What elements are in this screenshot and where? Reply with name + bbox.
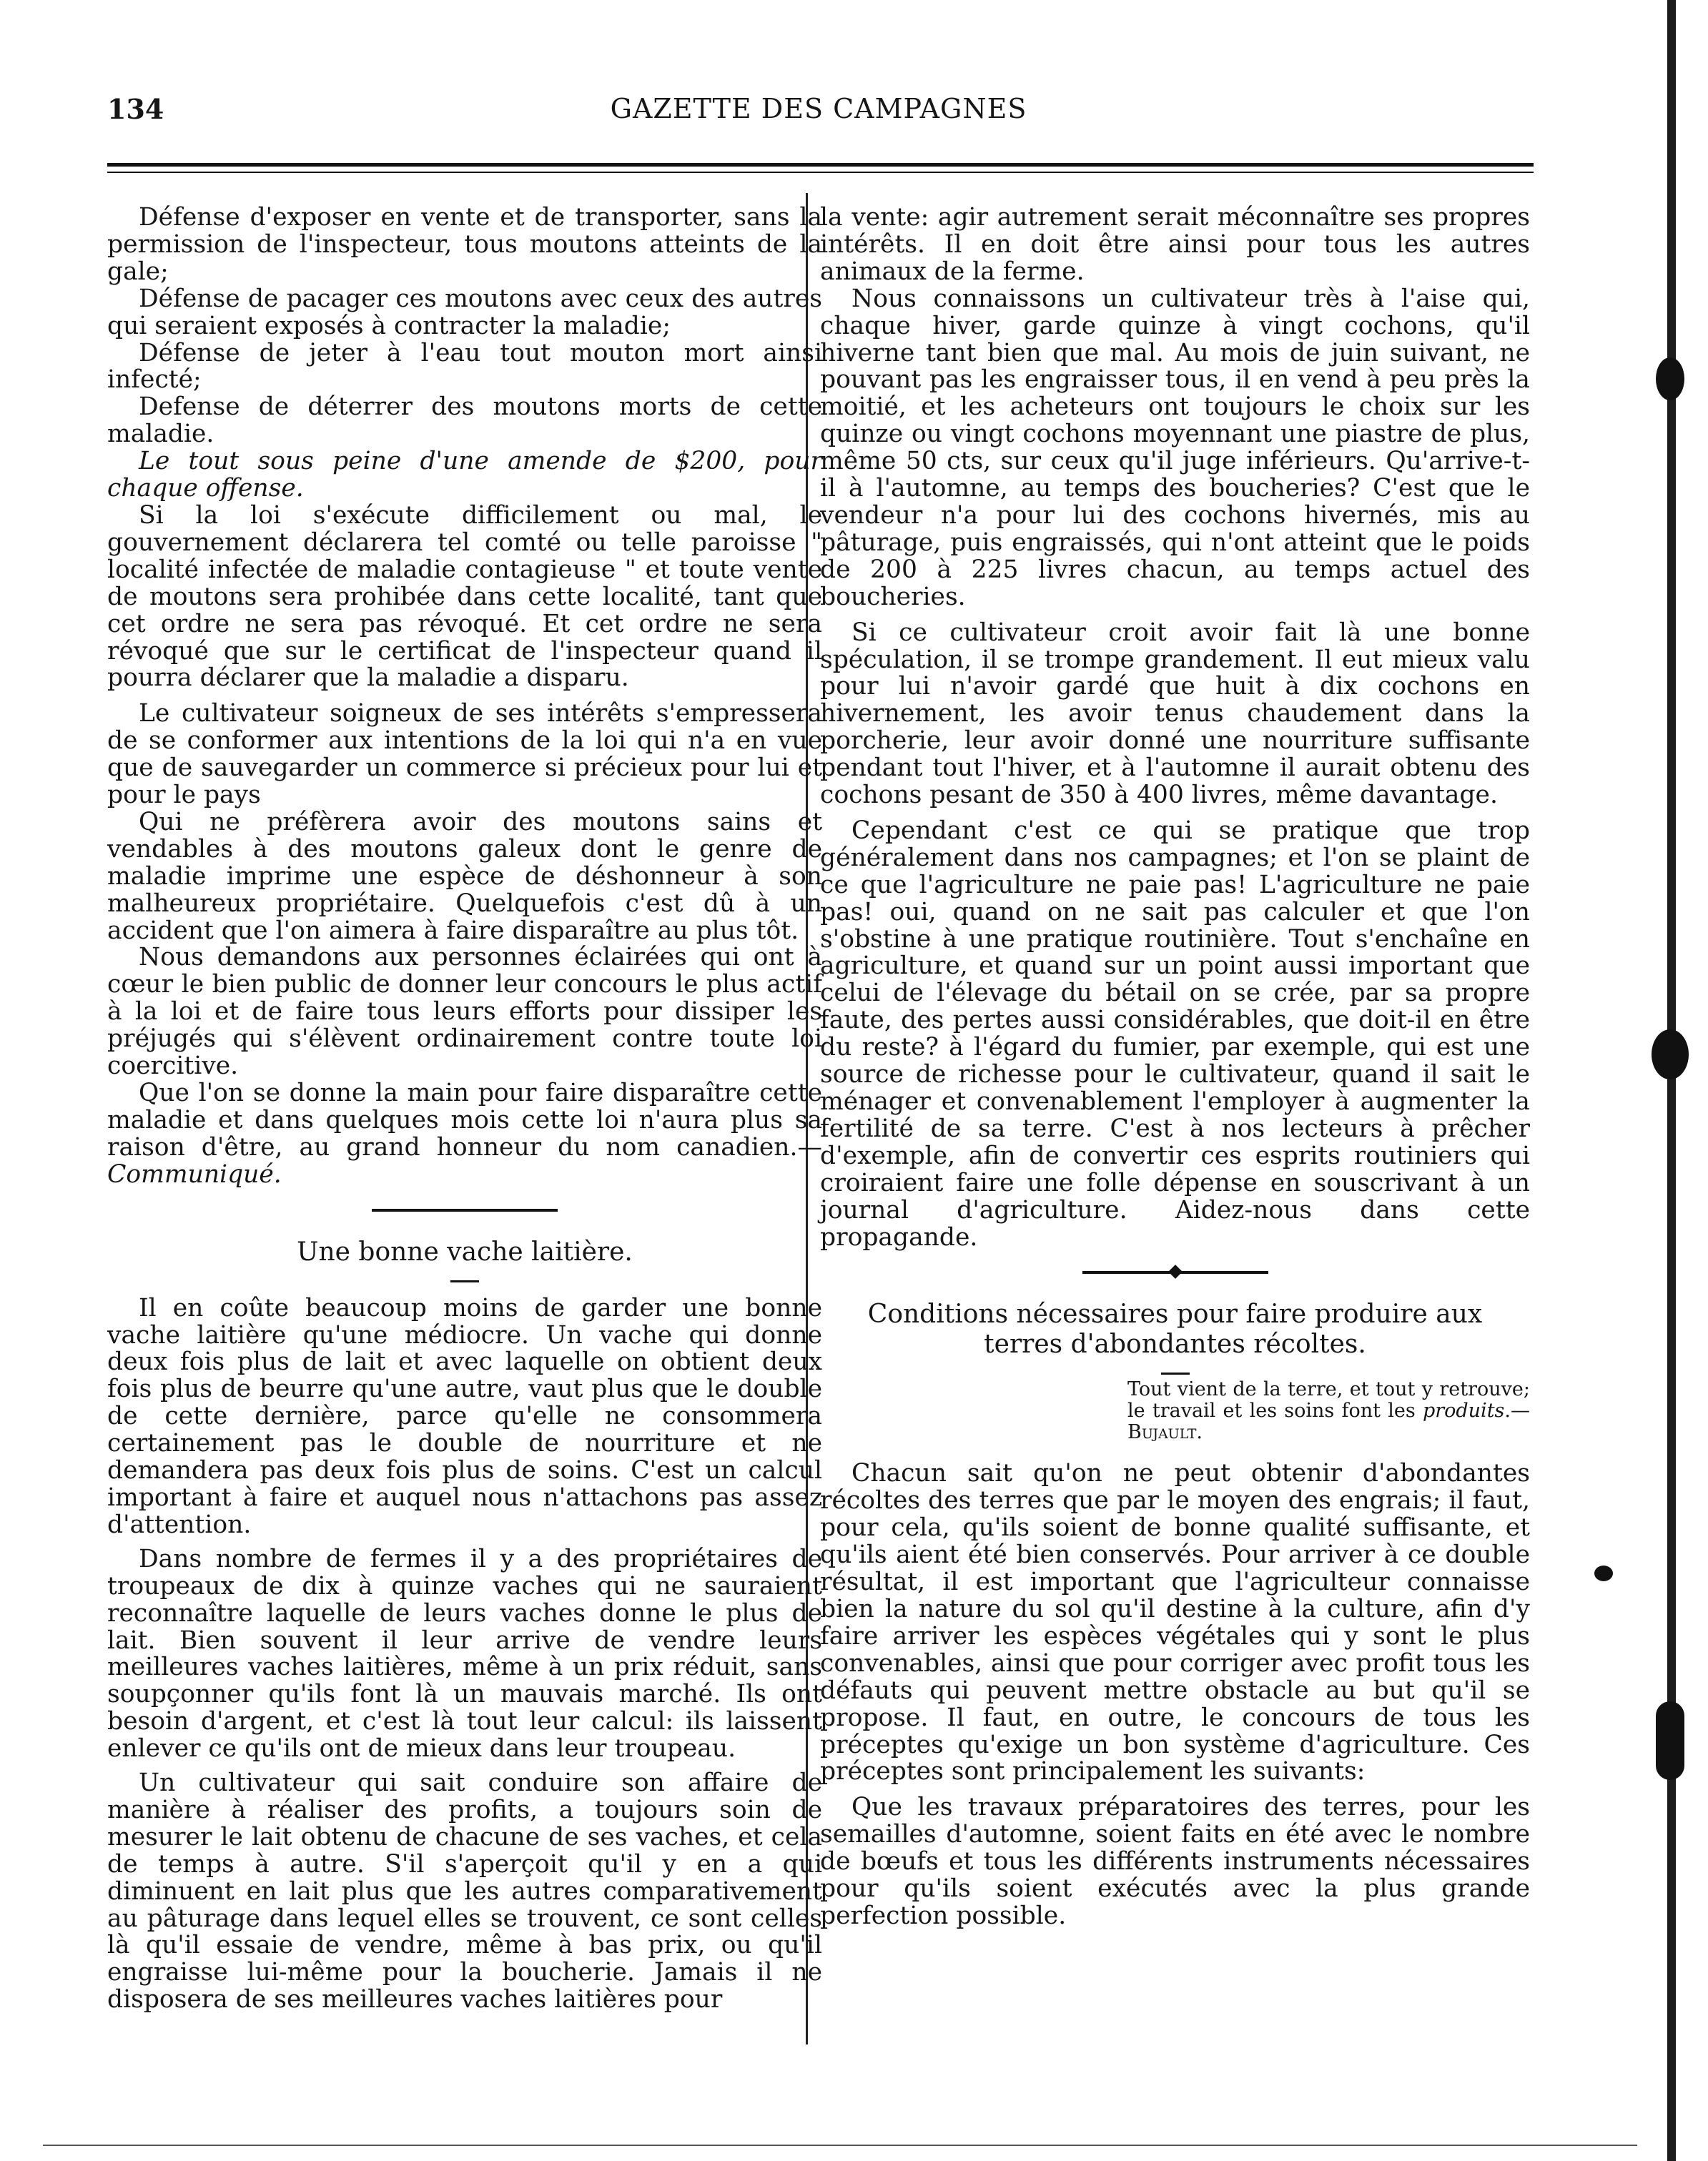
epigraph-text: Tout vient de la terre, et tout y retrouve; le travail et les soins font les — [1127, 1378, 1530, 1423]
left-column — [107, 204, 822, 2014]
epigraph-italic: produits — [1422, 1400, 1505, 1423]
paragraph: la vente: agir autrement serait méconnaître ses propres intérêts. Il en doit être ainsi pour tous les autres animaux de la ferme. — [820, 203, 1530, 286]
paragraph-text: Que l'on se donne la main pour faire disparaître cette maladie et dans quelques mois cette loi n'aura plus sa raison d'être, au grand honneur du nom canadien.— — [107, 1079, 822, 1162]
paragraph: Si ce cultivateur croit avoir fait là une bonne spéculation, il se trompe grandement. Il eut mieux valu pour lui n'avoir gardé que huit à dix cochons en hivernement, les avoir tenus chaudement dans la porcherie, leur avoir donné une nourriture suffisante pendant tout l'hiver, et à l'automne il aurait obtenu des cochons pesant de 350 à 400 livres, même davantage. — [820, 618, 1530, 810]
paragraph: Nous demandons aux personnes éclairées qui ont à cœur le bien public de donner leur concours le plus actif à la loi et de faire tous leurs efforts pour dissiper les préjugés qui s'élèvent ordinairement contre toute loi coercitive. — [107, 943, 822, 1081]
footer-rule — [43, 2145, 1637, 2146]
signature: Communiqué. — [107, 1159, 282, 1189]
page-header — [107, 93, 1530, 143]
header-rule-top — [107, 163, 1534, 167]
paragraph: Défense de jeter à l'eau tout mouton mort ainsi infecté; — [107, 338, 822, 395]
paragraph: Défense de pacager ces moutons avec ceux des autres qui seraient exposés à contracter la maladie; — [107, 284, 822, 340]
running-title: GAZETTE DES CAMPAGNES — [610, 93, 1027, 124]
ink-blot — [1656, 1701, 1684, 1780]
section-title: Une bonne vache laitière. — [297, 1237, 633, 1267]
paragraph: Un cultivateur qui sait conduire son affaire de manière à réaliser des profits, a toujours soin de mesurer le lait obtenu de chacune de ses vaches, et cela de temps à autre. S'il s'aperçoit qu'il y en a qui diminuent en lait plus que les autres comparativement au pâturage dans lequel elles se trouvent, ce sont celles là qu'il essaie de vendre, même à bas prix, ou qu'il engraisse lui-même pour la boucherie. Jamais il ne disposera de ses meilleures vaches laitières pour — [107, 1769, 822, 2014]
epigraph — [1127, 1379, 1530, 1443]
right-column — [820, 204, 1530, 1930]
ink-blot — [1656, 357, 1684, 400]
section-title-line: terres d'abondantes récoltes. — [984, 1330, 1366, 1360]
epigraph-author: .—Bujault. — [1127, 1400, 1530, 1444]
paragraph — [107, 1080, 822, 1189]
section-title — [820, 1300, 1530, 1360]
paragraph: Si la loi s'exécute difficilement ou mal, le gouvernement déclarera tel comté ou telle paroisse " localité infectée de maladie contagieuse " et toute vente de moutons sera prohibée dans cette localité, tant que cet ordre ne sera pas révoqué. Et cet ordre ne sera révoqué que sur le certificat de l'inspecteur quand il pourra déclarer que la maladie a disparu. — [107, 500, 822, 693]
paragraph: Défense d'exposer en vente et de transporter, sans la permission de l'inspecteur, tous moutons atteints de la gale; — [107, 203, 822, 286]
paragraph: Defense de déterrer des moutons morts de cette maladie. — [107, 392, 822, 449]
paragraph: Dans nombre de fermes il y a des propriétaires de troupeaux de dix à quinze vaches qui ne sauraient reconnaître laquelle de leurs vaches donne le plus de lait. Bien souvent il leur arrive de vendre leurs meilleures vaches laitières, même à un prix réduit, sans soupçonner qu'ils font là un mauvais marché. Ils ont besoin d'argent, et c'est là tout leur calcul: ils laissent enlever ce qu'ils ont de mieux dans leur troupeau. — [107, 1544, 822, 1764]
section-separator — [820, 1261, 1530, 1290]
page-number: 134 — [107, 93, 164, 125]
paragraph: Le tout sous peine d'une amende de $200, pour chaque offense. — [107, 447, 822, 503]
title-rule — [450, 1280, 479, 1282]
paragraph: Le cultivateur soigneux de ses intérêts s'empressera de se conformer aux intentions de la loi qui n'a en vue que de sauvegarder un commerce si précieux pour lui et pour le pays — [107, 699, 822, 810]
paragraph: Qui ne préfèrera avoir des moutons sains et vendables à des moutons galeux dont le genre de maladie imprime une espèce de déshonneur à son malheureux propriétaire. Quelquefois c'est dû à un accident que l'on aimera à faire disparaître au plus tôt. — [107, 807, 822, 945]
ink-blot — [1594, 1566, 1613, 1581]
paragraph: Cependant c'est ce qui se pratique que trop généralement dans nos campagnes; et l'on se plaint de ce que l'agriculture ne paie pas! L'agriculture ne paie pas! oui, quand on ne sait pas calculer et que l'on s'obstine à une pratique routinière. Tout s'enchaîne en agriculture, et quand sur un point aussi important que celui de l'élevage du bétail on se crée, par sa propre faute, des pertes aussi considérables, que doit-il en être du reste? à l'égard du fumier, par exemple, qui est une source de richesse pour le cultivateur, quand il sait le ménager et convenablement l'employer à augmenter la fertilité de sa terre. C'est à nos lecteurs à prêcher d'exemple, afin de convertir ces esprits routiniers qui croiraient faire une folle dépense en souscrivant à un journal d'agriculture. Aidez-nous dans cette propagande. — [820, 816, 1530, 1252]
paragraph: Que les travaux préparatoires des terres, pour les semailles d'automne, soient faits en été avec le nombre de bœufs et tous les différents instruments nécessaires pour qu'ils soient exécutés avec la plus grande perfection possible. — [820, 1793, 1530, 1930]
paragraph: Nous connaissons un cultivateur très à l'aise qui, chaque hiver, garde quinze à vingt cochons, qu'il hiverne tant bien que mal. Au mois de juin suivant, ne pouvant pas les engraisser tous, il en vend à peu près la moitié, et les acheteurs ont toujours le choix sur les quinze ou vingt cochons moyennant une piastre de plus, même 50 cts, sur ceux qu'il juge inférieurs. Qu'arrive-t-il à l'automne, au temps des boucheries? C'est que le vendeur n'a pour lui des cochons hivernés, mis au pâturage, puis engraissés, qui n'ont atteint que le poids de 200 à 225 livres chacun, au temps actuel des boucheries. — [820, 284, 1530, 611]
section-separator — [107, 1199, 822, 1227]
header-rule-bottom — [107, 172, 1534, 173]
paragraph: Chacun sait qu'on ne peut obtenir d'abondantes récoltes des terres que par le moyen des engrais; il faut, pour cela, qu'ils soient de bonne qualité suffisante, et qu'ils aient été bien conservés. Pour arriver à ce double résultat, il est important que l'agriculteur connaisse bien la nature du sol qu'il destine à la culture, afin d'y faire arriver les espèces végétales qui y sont le plus convenables, ainsi que pour corriger avec profit tous les défauts qui peuvent mettre obstacle au but qu'il se propose. Il faut, en outre, le concours de tous les préceptes qu'exige un bon système d'agriculture. Ces préceptes sont principalement les suivants: — [820, 1459, 1530, 1786]
scan-edge — [1667, 0, 1676, 2161]
section-title-line: Conditions nécessaires pour faire produire aux — [867, 1300, 1483, 1330]
title-rule — [1161, 1373, 1190, 1375]
ink-blot — [1652, 1029, 1689, 1079]
paragraph: Il en coûte beaucoup moins de garder une bonne vache laitière qu'une médiocre. Un vache qui donne deux fois plus de lait et avec laquelle on obtient deux fois plus de beurre qu'une autre, vaut plus que le double de cette dernière, parce qu'elle ne consommera certainement pas le double de nourriture et ne demandera pas deux fois plus de soins. C'est un calcul important à faire et auquel nous n'attachons pas assez d'attention. — [107, 1293, 822, 1539]
